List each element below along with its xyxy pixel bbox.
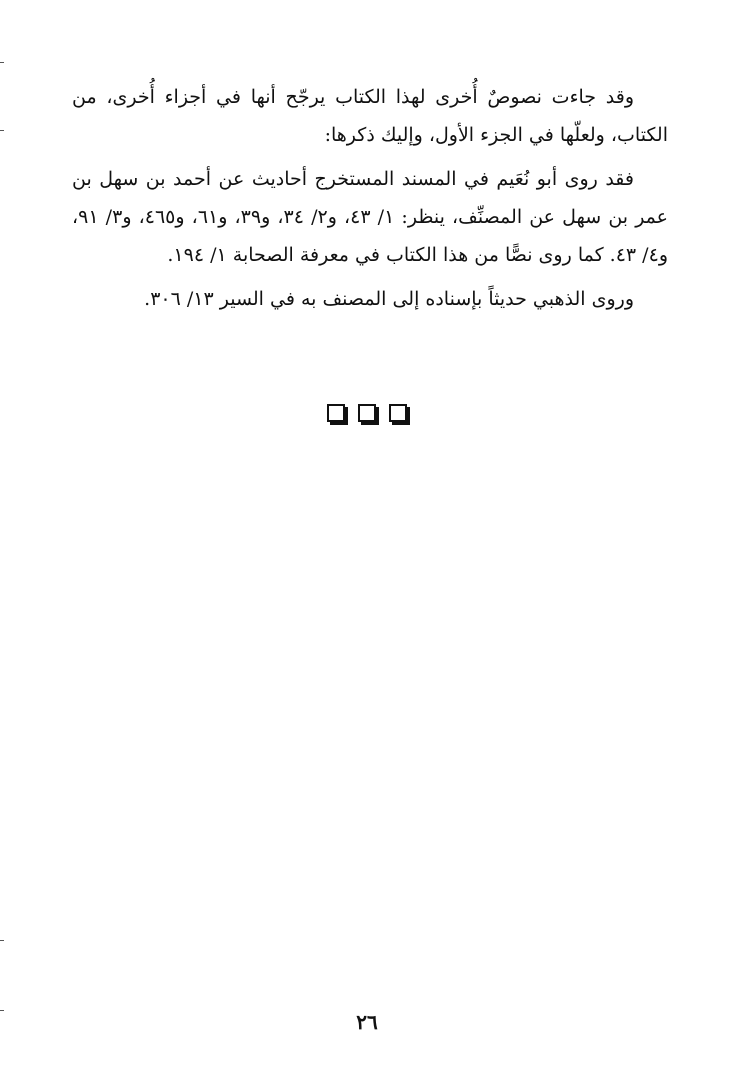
body-text bbox=[72, 78, 668, 318]
paragraph-1: وقد جاءت نصوصٌ أُخرى لهذا الكتاب يرجّح أنها في أجزاء أُخرى، من الكتاب، ولعلّها في الجزء الأول، وإليك ذكرها: bbox=[72, 86, 668, 146]
page-number: ٢٦ bbox=[356, 1010, 378, 1034]
section-end-ornament bbox=[0, 402, 734, 422]
square-ornament-icon bbox=[327, 404, 345, 422]
margin-tick bbox=[0, 940, 4, 941]
margin-tick bbox=[0, 62, 4, 63]
square-ornament-icon bbox=[389, 404, 407, 422]
paragraph-3: وروى الذهبي حديثاً بإسناده إلى المصنف به في السير ١٣/ ٣٠٦. bbox=[144, 288, 634, 310]
margin-tick bbox=[0, 130, 4, 131]
square-ornament-icon bbox=[358, 404, 376, 422]
paragraph-2: فقد روى أبو نُعَيم في المسند المستخرج أحاديث عن أحمد بن سهل بن عمر بن سهل عن المصنِّف، ينظر: ١/ ٤٣، و٢/ ٣٤، و٣٩، و٦١، و٤٦٥، و٣/ ٩١، و٤/ ٤٣. كما روى نصًّا من هذا الكتاب في معرفة الصحابة ١/ ١٩٤. bbox=[72, 168, 668, 266]
